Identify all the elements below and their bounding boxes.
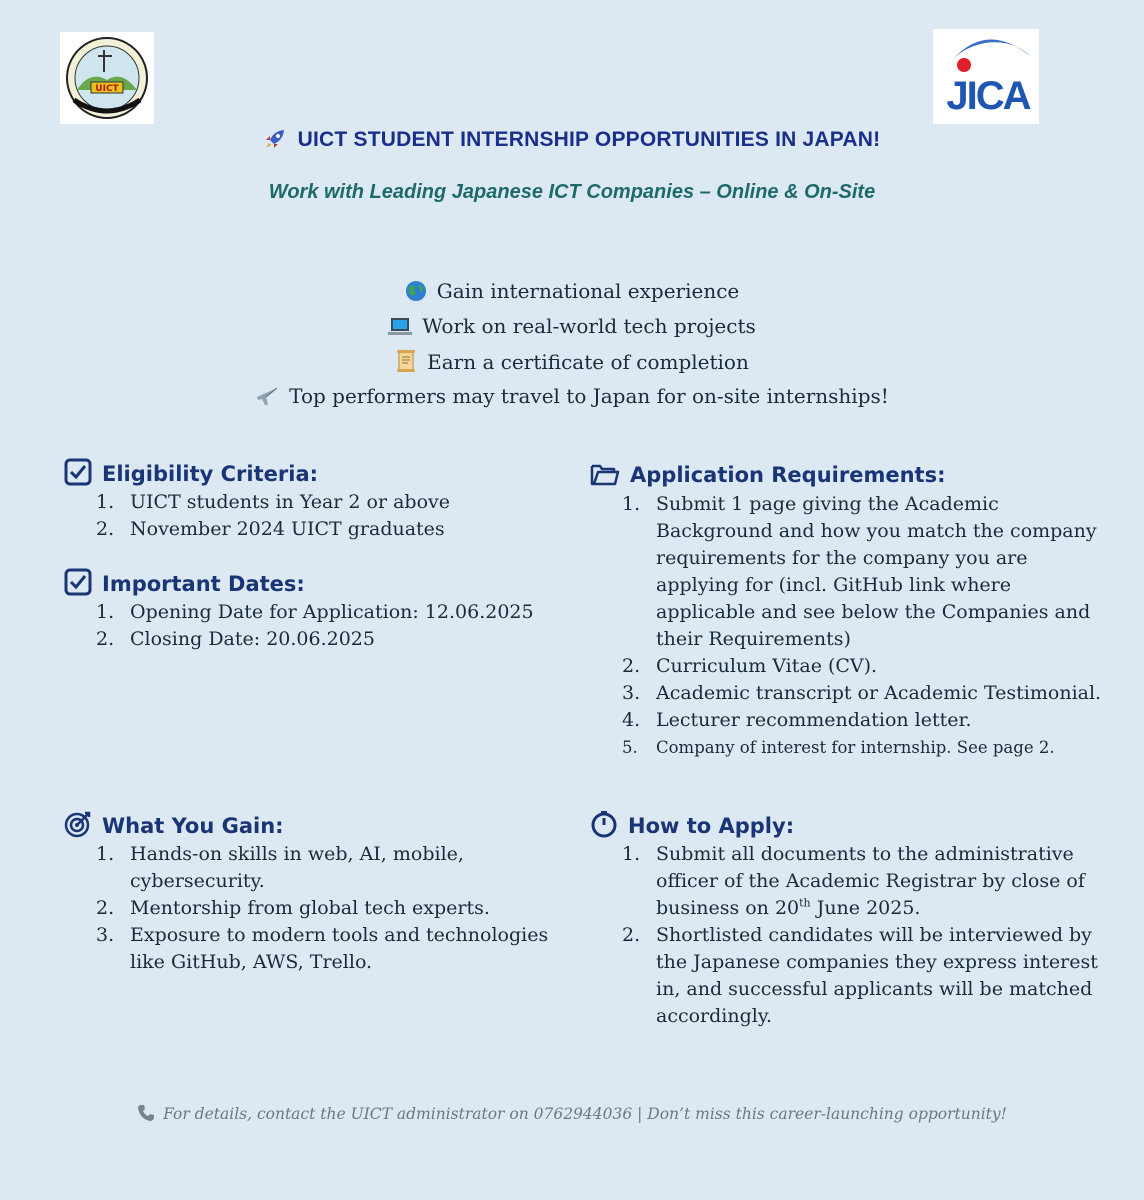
rocket-icon xyxy=(264,128,288,156)
highlight-text: Work on real-world tech projects xyxy=(422,314,756,338)
list-item: 2. Closing Date: 20.06.2025 xyxy=(96,628,375,650)
list-item: 5. Company of interest for internship. See page 2. xyxy=(622,738,1055,757)
page-title xyxy=(0,128,1144,156)
eligibility-list xyxy=(64,489,564,543)
uict-logo-text: UICT xyxy=(95,84,119,94)
dates-list xyxy=(64,599,564,653)
eligibility-section xyxy=(64,458,564,543)
apply-heading xyxy=(590,810,1110,841)
list-item: 3. Academic transcript or Academic Testimonial. xyxy=(622,682,1102,704)
highlight-text: Gain international experience xyxy=(436,279,740,303)
highlights-list xyxy=(0,279,1144,419)
requirements-heading-text: Application Requirements: xyxy=(630,463,946,487)
requirements-heading xyxy=(590,460,1110,491)
dates-heading-text: Important Dates: xyxy=(102,572,305,596)
eligibility-heading xyxy=(64,458,564,489)
airplane-icon xyxy=(255,385,279,412)
footer-contact xyxy=(0,1104,1144,1126)
phone-icon xyxy=(137,1104,155,1126)
apply-list xyxy=(590,841,1110,1030)
requirements-list xyxy=(590,491,1110,761)
dates-heading xyxy=(64,568,564,599)
list-item: 4. Lecturer recommendation letter. xyxy=(622,709,972,731)
highlight-item xyxy=(0,349,1144,384)
list-item: 1. UICT students in Year 2 or above xyxy=(96,491,450,513)
highlight-text: Top performers may travel to Japan for on-site internships! xyxy=(289,384,889,408)
page-subtitle: Work with Leading Japanese ICT Companies – Online & On-Site xyxy=(268,181,876,203)
globe-icon xyxy=(405,280,427,307)
apply-section xyxy=(590,810,1110,1030)
eligibility-heading-text: Eligibility Criteria: xyxy=(102,462,319,486)
list-item: 2. Mentorship from global tech experts. xyxy=(96,897,490,919)
requirements-section xyxy=(590,460,1110,761)
highlight-text: Earn a certificate of completion xyxy=(427,350,749,374)
apply-heading-text: How to Apply: xyxy=(628,814,795,838)
dates-section xyxy=(64,568,564,653)
list-item: 1. Submit all documents to the administrative officer of the Academic Registrar by close of business on 20th June 2025. xyxy=(622,843,1085,919)
list-item: 3. Exposure to modern tools and technologies like GitHub, AWS, Trello. xyxy=(96,924,549,973)
laptop-icon xyxy=(388,317,412,342)
highlight-item xyxy=(0,314,1144,349)
highlight-item xyxy=(0,279,1144,314)
jica-logo xyxy=(933,29,1039,124)
list-item: 1. Submit 1 page giving the Academic Background and how you match the company requirements for the company you are applying for (incl. GitHub link where applicable and see below the Companies and their Requirements) xyxy=(622,493,1097,650)
page-title-text: UICT STUDENT INTERNSHIP OPPORTUNITIES IN JAPAN! xyxy=(297,128,881,151)
gain-heading xyxy=(64,810,574,841)
list-item: 2. November 2024 UICT graduates xyxy=(96,518,445,540)
uict-logo xyxy=(60,32,154,124)
list-item: 2. Curriculum Vitae (CV). xyxy=(622,655,878,677)
list-item: 1. Hands-on skills in web, AI, mobile, cybersecurity. xyxy=(96,843,464,892)
list-item: 2. Shortlisted candidates will be interviewed by the Japanese companies they express interest in, and successful applicants will be matched accordingly. xyxy=(622,924,1098,1027)
jica-logo-text: JICA xyxy=(946,74,1030,118)
scroll-icon xyxy=(395,349,417,378)
highlight-item xyxy=(0,384,1144,419)
gain-list xyxy=(64,841,574,976)
list-item: 1. Opening Date for Application: 12.06.2025 xyxy=(96,601,534,623)
footer-text: For details, contact the UICT administrator on 0762944036 | Don’t miss this career-launching opportunity! xyxy=(163,1105,1007,1123)
gain-heading-text: What You Gain: xyxy=(102,814,284,838)
gain-section xyxy=(64,810,574,976)
